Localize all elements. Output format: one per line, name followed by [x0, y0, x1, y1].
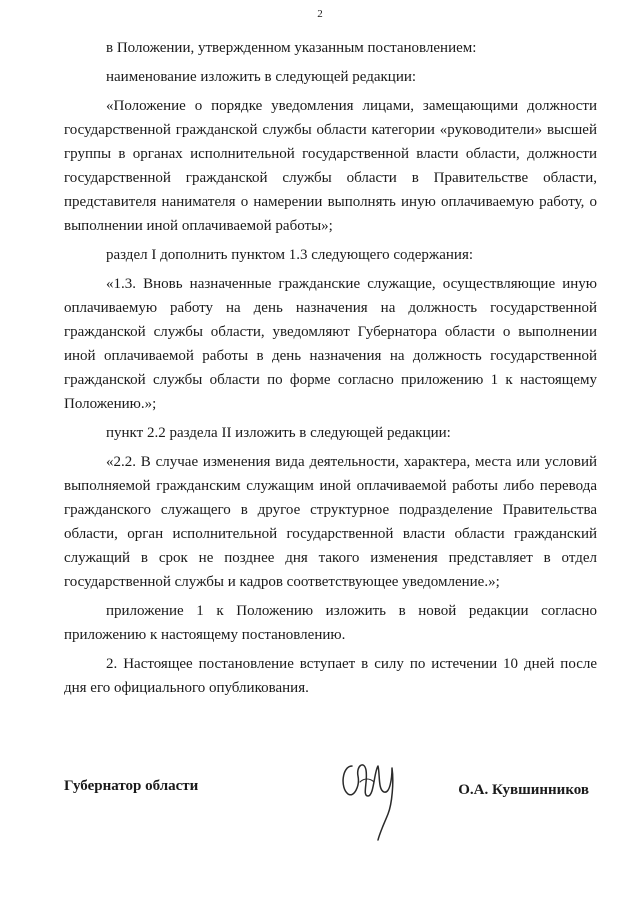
handwritten-signature-icon [334, 752, 404, 842]
paragraph-clause-2-2-change: пункт 2.2 раздела II изложить в следующей редакции: [106, 425, 451, 441]
page-number: 2 [317, 8, 323, 20]
paragraph-new-title: «Положение о порядке уведомления лицами, замещающими должности государственной гражданской службы области категории «руководители» высшей группы в органах исполнительной государственной власти области, должности государственной гражданской службы области в Правительстве области, представителя нанимателя о намерении выполнять иную оплачиваемую работу, о выполнении иной оплачиваемой работы»; [64, 98, 597, 234]
paragraph-section-1-addition: раздел I дополнить пунктом 1.3 следующего содержания: [106, 247, 474, 263]
paragraph-effective-date: 2. Настоящее постановление вступает в силу по истечении 10 дней после дня его официального опубликования. [64, 656, 597, 696]
paragraph-clause-2-2: «2.2. В случае изменения вида деятельности, характера, места или условий выполняемой гражданским служащим иной оплачиваемой работы либо перевода гражданского служащего в другое структурное подразделение Правительства области, орган исполнительной государственной власти области гражданский служащий в срок не позднее дня такого изменения представляет в отдел государственной службы и кадров соответствующее уведомление.»; [64, 454, 597, 590]
signer-position: Губернатор области [64, 778, 199, 794]
document-body [64, 36, 597, 700]
signature-block [64, 772, 597, 862]
signer-name: О.А. Кувшинников [458, 782, 589, 798]
paragraph-title-change: наименование изложить в следующей редакции: [106, 69, 417, 85]
paragraph-appendix-change: приложение 1 к Положению изложить в новой редакции согласно приложению к настоящему постановлению. [64, 603, 597, 643]
paragraph-intro: в Положении, утвержденном указанным постановлением: [106, 40, 477, 56]
paragraph-clause-1-3: «1.3. Вновь назначенные гражданские служащие, осуществляющие иную оплачиваемую работу на день назначения на должность государственной гражданской службы области, уведомляют Губернатора области о выполнении иной оплачиваемой работы в день назначения на должность государственной гражданской службы области по форме согласно приложению 1 к настоящему Положению.»; [64, 276, 597, 412]
